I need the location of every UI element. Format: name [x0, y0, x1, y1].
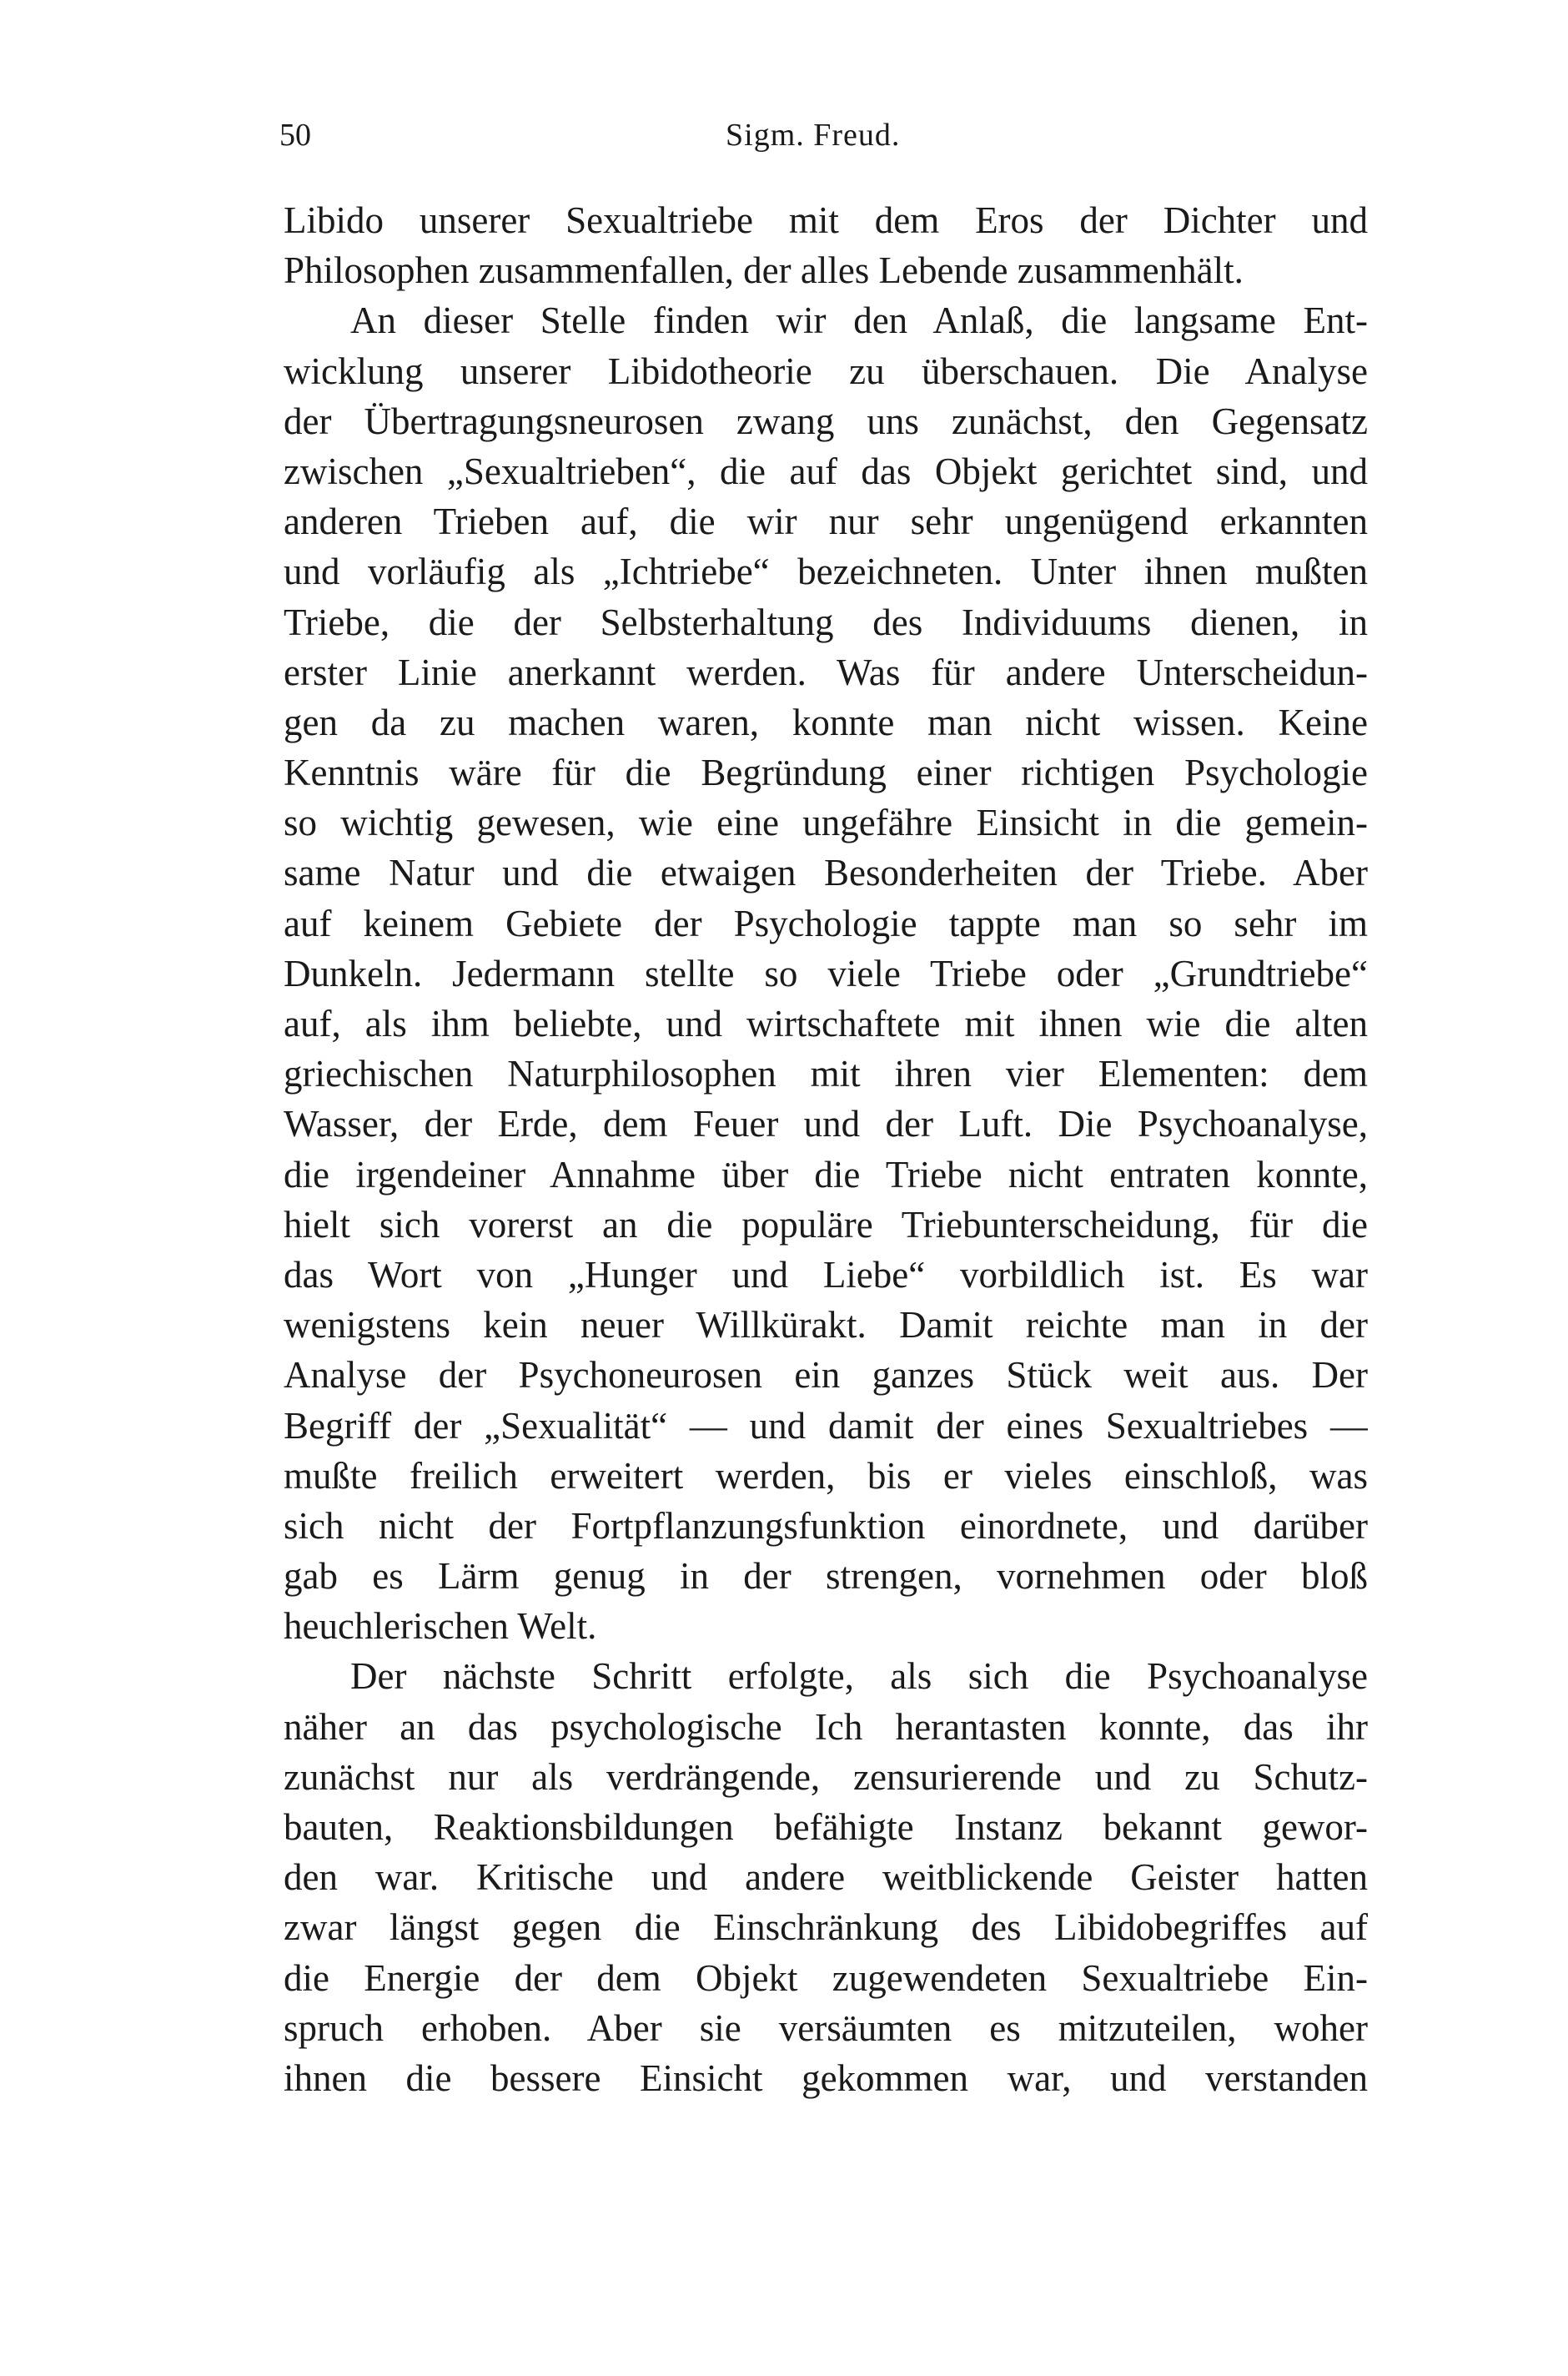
text-line: Wasser, der Erde, dem Feuer und der Luft. Die Psychoanalyse,: [284, 1103, 1368, 1145]
text-line: der Übertragungsneurosen zwang uns zunächst, den Gegensatz: [284, 400, 1368, 442]
text-line: bauten, Reaktionsbildungen befähigte Instanz bekannt gewor-: [284, 1806, 1368, 1848]
text-line: ihnen die bessere Einsicht gekommen war, und verstanden: [284, 2056, 1368, 2099]
text-line: sich nicht der Fortpflanzungsfunktion einordnete, und darüber: [284, 1504, 1368, 1547]
page-number: 50: [279, 118, 311, 153]
text-line: so wichtig gewesen, wie eine ungefähre Einsicht in die gemein-: [284, 802, 1368, 844]
text-line: Analyse der Psychoneurosen ein ganzes Stück weit aus. Der: [284, 1354, 1368, 1397]
text-line: spruch erhoben. Aber sie versäumten es mitzuteilen, woher: [284, 2006, 1368, 2049]
text-line: same Natur und die etwaigen Besonderheiten der Triebe. Aber: [284, 852, 1368, 894]
text-line: heuchlerischen Welt.: [284, 1605, 597, 1648]
text-line: die Energie der dem Objekt zugewendeten Sexualtriebe Ein-: [284, 1956, 1368, 1999]
text-line: und vorläufig als „Ichtriebe“ bezeichneten. Unter ihnen mußten: [284, 551, 1368, 593]
text-line: An dieser Stelle finden wir den Anlaß, die langsame Ent-: [350, 300, 1368, 342]
text-line: erster Linie anerkannt werden. Was für andere Unterscheidun-: [284, 651, 1368, 693]
text-line: Triebe, die der Selbsterhaltung des Individuums dienen, in: [284, 601, 1368, 643]
text-line: anderen Trieben auf, die wir nur sehr ungenügend erkannten: [284, 501, 1368, 543]
text-line: Begriff der „Sexualität“ — und damit der eines Sexualtriebes —: [284, 1404, 1368, 1447]
text-line: Dunkeln. Jedermann stellte so viele Triebe oder „Grundtriebe“: [284, 952, 1368, 994]
text-line: die irgendeiner Annahme über die Triebe nicht entraten konnte,: [284, 1153, 1368, 1196]
text-line: Kenntnis wäre für die Begründung einer richtigen Psychologie: [284, 752, 1368, 794]
text-line: gen da zu machen waren, konnte man nicht wissen. Keine: [284, 701, 1368, 743]
text-line: Libido unserer Sexualtriebe mit dem Eros der Dichter und: [284, 199, 1368, 241]
text-line: den war. Kritische und andere weitblickende Geister hatten: [284, 1856, 1368, 1899]
text-line: auf keinem Gebiete der Psychologie tappte man so sehr im: [284, 902, 1368, 944]
text-line: näher an das psychologische Ich herantasten konnte, das ihr: [284, 1705, 1368, 1748]
page-header: [279, 117, 1364, 167]
text-line: das Wort von „Hunger und Liebe“ vorbildlich ist. Es war: [284, 1253, 1368, 1296]
text-line: auf, als ihm beliebte, und wirtschaftete mit ihnen wie die alten: [284, 1003, 1368, 1045]
text-line: zwischen „Sexualtrieben“, die auf das Objekt gerichtet sind, und: [284, 450, 1368, 492]
text-line: zunächst nur als verdrängende, zensurierende und zu Schutz-: [284, 1755, 1368, 1798]
text-line: Philosophen zusammenfallen, der alles Lebende zusammenhält.: [284, 249, 1244, 292]
body-text: [284, 195, 1368, 2103]
running-head: Sigm. Freud.: [726, 118, 901, 153]
text-line: mußte freilich erweitert werden, bis er vieles einschloß, was: [284, 1454, 1368, 1497]
text-line: hielt sich vorerst an die populäre Triebunterscheidung, für die: [284, 1203, 1368, 1246]
text-line: wicklung unserer Libidotheorie zu überschauen. Die Analyse: [284, 350, 1368, 392]
text-line: gab es Lärm genug in der strengen, vornehmen oder bloß: [284, 1555, 1368, 1598]
text-line: zwar längst gegen die Einschränkung des Libidobegriffes auf: [284, 1906, 1368, 1949]
text-line: griechischen Naturphilosophen mit ihren vier Elementen: dem: [284, 1053, 1368, 1095]
text-line: wenigstens kein neuer Willkürakt. Damit reichte man in der: [284, 1304, 1368, 1347]
text-line: Der nächste Schritt erfolgte, als sich die Psychoanalyse: [350, 1655, 1368, 1698]
